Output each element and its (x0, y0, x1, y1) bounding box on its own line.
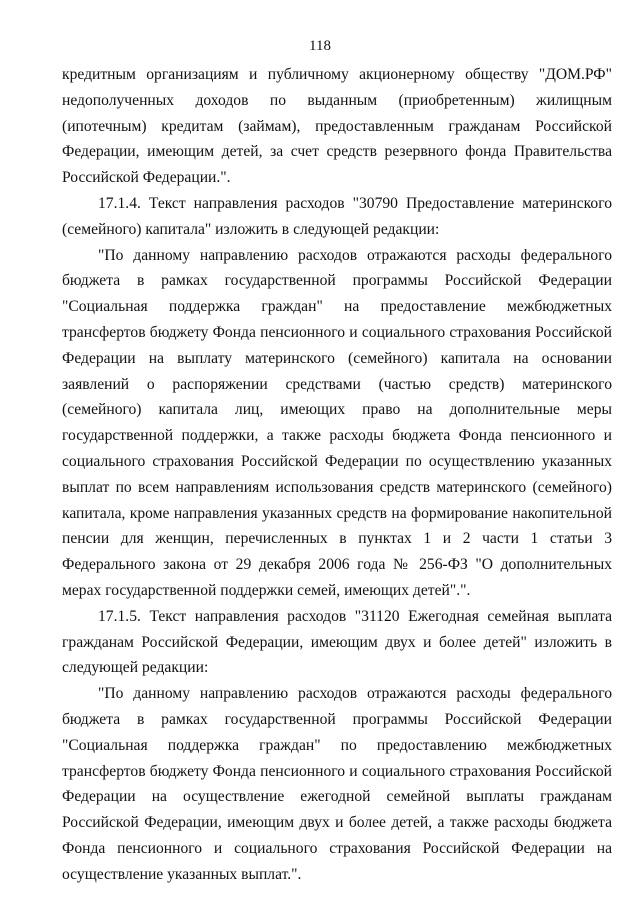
document-body (62, 62, 612, 888)
page-number: 118 (309, 38, 331, 54)
paragraph-continuation: кредитным организациям и публичному акционерному обществу "ДОМ.РФ" недополученных доходов по выданным (приобретенным) жилищным (ипотечным) кредитам (займам), предоставленным гражданам Российской Федерации, имеющим детей, за счет средств резервного фонда Правительства Российской Федерации.". (62, 66, 612, 187)
paragraph-17-1-4: 17.1.4. Текст направления расходов "30790 Предоставление материнского (семейного) капитала" изложить в следующей редакции: (62, 194, 612, 238)
paragraph-30790-text: "По данному направлению расходов отражаются расходы федерального бюджета в рамках государственной программы Российской Федерации "Социальная поддержка граждан" на предоставление межбюджетных трансфертов бюджету Фонда пенсионного и социального страхования Российской Федерации на выплату материнского (семейного) капитала на основании заявлений о распоряжении средствами (частью средств) материнского (семейного) капитала лиц, имеющих право на дополнительные меры государственной поддержки, а также расходы бюджета Фонда пенсионного и социального страхования Российской Федерации по осуществлению указанных выплат по всем направлениям использования средств материнского (семейного) капитала, кроме направления указанных средств на формирование накопительной пенсии для женщин, перечисленных в пунктах 1 и 2 части 1 статьи 3 Федерального закона от 29 декабря 2006 года № 256-ФЗ "О дополнительных мерах государственной поддержки семей, имеющих детей".". (62, 246, 612, 599)
paragraph-31120-text: "По данному направлению расходов отражаются расходы федерального бюджета в рамках государственной программы Российской Федерации "Социальная поддержка граждан" по предоставлению межбюджетных трансфертов бюджету Фонда пенсионного и социального страхования Российской Федерации на осуществление ежегодной семейной выплаты гражданам Российской Федерации, имеющим двух и более детей, а также расходы бюджета Фонда пенсионного и социального страхования Российской Федерации на осуществление указанных выплат.". (62, 685, 612, 883)
paragraph-17-1-5: 17.1.5. Текст направления расходов "31120 Ежегодная семейная выплата гражданам Российской Федерации, имеющим двух и более детей" изложить в следующей редакции: (62, 607, 612, 677)
